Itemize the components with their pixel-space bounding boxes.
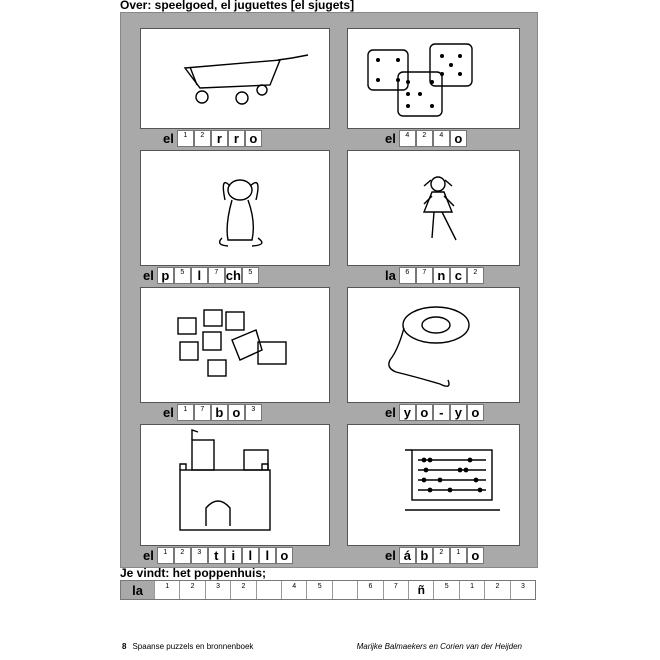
letter-cell: r <box>211 130 228 147</box>
word-row-7 <box>382 547 484 564</box>
answer-cell[interactable]: 2 <box>485 581 510 599</box>
answer-cell[interactable]: 2 <box>180 581 205 599</box>
yoyo-icon <box>389 307 469 386</box>
code-number-cell[interactable]: 2 <box>416 130 433 147</box>
dice-icon <box>368 44 472 116</box>
word-article: el <box>140 267 157 284</box>
answer-cell[interactable]: 3 <box>206 581 231 599</box>
letter-cell: b <box>416 547 433 564</box>
word-article: el <box>160 404 177 421</box>
code-number-cell[interactable]: 1 <box>177 404 194 421</box>
footer-authors: Marijke Balmaekers en Corien van der Heijden <box>356 642 522 651</box>
word-row-6 <box>140 547 293 564</box>
code-number-cell[interactable]: 7 <box>194 404 211 421</box>
word-article: el <box>140 547 157 564</box>
word-article: el <box>160 130 177 147</box>
letter-cell: y <box>450 404 467 421</box>
doll-icon <box>424 177 456 240</box>
code-number-cell[interactable]: 2 <box>194 130 211 147</box>
word-row-1 <box>382 130 467 147</box>
answer-cell[interactable]: 6 <box>358 581 383 599</box>
word-row-2 <box>140 267 259 284</box>
answer-article: la <box>121 581 155 599</box>
letter-cell: o <box>467 404 484 421</box>
answer-cell[interactable]: ñ <box>409 581 434 599</box>
letter-cell: p <box>157 267 174 284</box>
abacus-icon <box>405 450 500 510</box>
word-row-3 <box>382 267 484 284</box>
code-number-cell[interactable]: 2 <box>174 547 191 564</box>
answer-cell[interactable]: 4 <box>282 581 307 599</box>
word-article: la <box>382 267 399 284</box>
letter-cell: t <box>208 547 225 564</box>
code-number-cell[interactable]: 2 <box>433 547 450 564</box>
letter-cell: l <box>191 267 208 284</box>
book-title: Spaanse puzzels en bronnenboek <box>132 642 254 651</box>
letter-cell: o <box>276 547 293 564</box>
code-number-cell[interactable]: 5 <box>174 267 191 284</box>
answer-grid <box>120 580 536 600</box>
code-number-cell[interactable]: 3 <box>191 547 208 564</box>
page-title: Over: speelgoed, el juguettes [el sjugets] <box>120 0 355 12</box>
letter-cell: á <box>399 547 416 564</box>
code-number-cell[interactable]: 5 <box>242 267 259 284</box>
code-number-cell[interactable]: 7 <box>416 267 433 284</box>
answer-cell[interactable]: 5 <box>307 581 332 599</box>
word-row-5 <box>382 404 484 421</box>
word-article: el <box>382 547 399 564</box>
letter-cell: b <box>211 404 228 421</box>
code-number-cell[interactable]: 7 <box>208 267 225 284</box>
code-number-cell[interactable]: 3 <box>245 404 262 421</box>
word-article: el <box>382 130 399 147</box>
code-number-cell[interactable]: 4 <box>399 130 416 147</box>
code-number-cell[interactable]: 1 <box>157 547 174 564</box>
word-row-4 <box>160 404 262 421</box>
wagon-icon <box>185 55 308 104</box>
code-number-cell[interactable]: 6 <box>399 267 416 284</box>
code-number-cell[interactable]: 2 <box>467 267 484 284</box>
letter-cell: i <box>225 547 242 564</box>
answer-cell[interactable]: 5 <box>434 581 459 599</box>
code-number-cell[interactable]: 4 <box>433 130 450 147</box>
answer-cell[interactable]: 1 <box>460 581 485 599</box>
page-number: 8 <box>122 642 127 651</box>
answer-label: Je vindt: het poppenhuis; <box>120 566 266 580</box>
letter-cell: n <box>433 267 450 284</box>
letter-cell: o <box>450 130 467 147</box>
footer-left <box>122 642 253 651</box>
letter-cell: o <box>228 404 245 421</box>
plush-rabbit-icon <box>220 180 262 246</box>
letter-cell: c <box>450 267 467 284</box>
letter-cell: l <box>242 547 259 564</box>
letter-cell: y <box>399 404 416 421</box>
letter-cell: - <box>433 404 450 421</box>
answer-cell[interactable]: 2 <box>231 581 256 599</box>
word-row-0 <box>160 130 262 147</box>
letter-cell: o <box>416 404 433 421</box>
letter-cell: o <box>245 130 262 147</box>
castle-icon <box>180 430 270 530</box>
letter-cell: o <box>467 547 484 564</box>
answer-cell[interactable]: 7 <box>384 581 409 599</box>
code-number-cell[interactable]: 1 <box>177 130 194 147</box>
code-number-cell[interactable]: 1 <box>450 547 467 564</box>
answer-cell[interactable]: 1 <box>155 581 180 599</box>
letter-cell: ch <box>225 268 241 283</box>
letter-cell: r <box>228 130 245 147</box>
answer-cell[interactable] <box>257 581 282 599</box>
letter-cell: l <box>259 547 276 564</box>
answer-cell[interactable]: 3 <box>520 583 525 590</box>
answer-cell[interactable] <box>333 581 358 599</box>
word-article: el <box>382 404 399 421</box>
blocks-icon <box>178 310 286 376</box>
